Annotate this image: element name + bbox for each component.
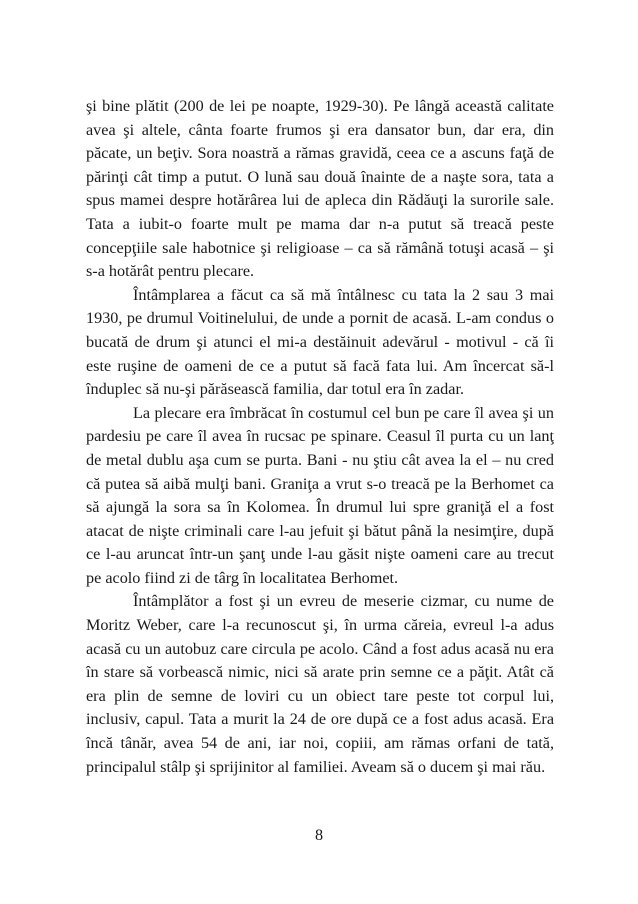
paragraph-3: La plecare era îmbrăcat în costumul cel bun pe care îl avea şi un pardesiu pe care îl avea în rucsac pe spinare. Ceasul îl purta cu un lanţ de metal dublu aşa cum se purta. Bani - nu ştiu cât avea la el – nu cred că putea să aibă mulţi bani. Graniţa a vrut s-o treacă pe la Berhomet ca să ajungă la sora sa în Kolomea. În drumul lui spre graniţă el a fost atacat de nişte criminali care l-au jefuit şi bătut până la nesimţire, după ce l-au aruncat într-un şanţ unde l-au găsit nişte oameni care au trecut pe acolo fiind zi de târg în localitatea Berhomet. bbox=[86, 403, 554, 587]
paragraph-4: Întâmplător a fost şi un evreu de meserie cizmar, cu nume de Moritz Weber, care l-a recunoscut şi, în urma căreia, evreul l-a adus acasă cu un autobuz care circula pe acolo. Când a fost adus acasă nu era în stare să vorbească nimic, nici să arate prin semne ce a păţit. Atât că era plin de semne de loviri cu un obiect tare peste tot corpul lui, inclusiv, capul. Tata a murit la 24 de ore după ce a fost adus acasă. Era încă tânăr, avea 54 de ani, iar noi, copiii, am rămas orfani de tată, principalul stâlp şi sprijinitor al familiei. Aveam să o ducem şi mai rău. bbox=[86, 592, 554, 776]
paragraph-1: şi bine plătit (200 de lei pe noapte, 1929-30). Pe lângă această calitate avea şi altele, cânta foarte frumos şi era dansator bun, dar era, din păcate, un beţiv. Sora noastră a rămas gravidă, ceea ce a ascuns faţă de părinţi cât timp a putut. O lună sau două înainte de a naşte sora, tata a spus mamei despre hotărârea lui de apleca din Rădăuţi la surorile sale. Tata a iubit-o foarte mult pe mama dar n-a putut să treacă peste concepţiile sale habotnice şi religioase – ca să rămână totuşi acasă – şi s-a hotărât pentru plecare. bbox=[86, 97, 554, 281]
page-number: 8 bbox=[314, 826, 324, 844]
paragraph-2: Întâmplarea a făcut ca să mă întâlnesc cu tata la 2 sau 3 mai 1930, pe drumul Voitinelului, de unde a pornit de acasă. L-am condus o bucată de drum şi atunci el mi-a destăinuit adevărul - motivul - că îi este ruşine de oameni de ce a putut să facă fata lui. Am încercat să-l înduplec să nu-şi părăsească familia, dar totul era în zadar. bbox=[86, 285, 554, 399]
body-text bbox=[86, 95, 554, 779]
